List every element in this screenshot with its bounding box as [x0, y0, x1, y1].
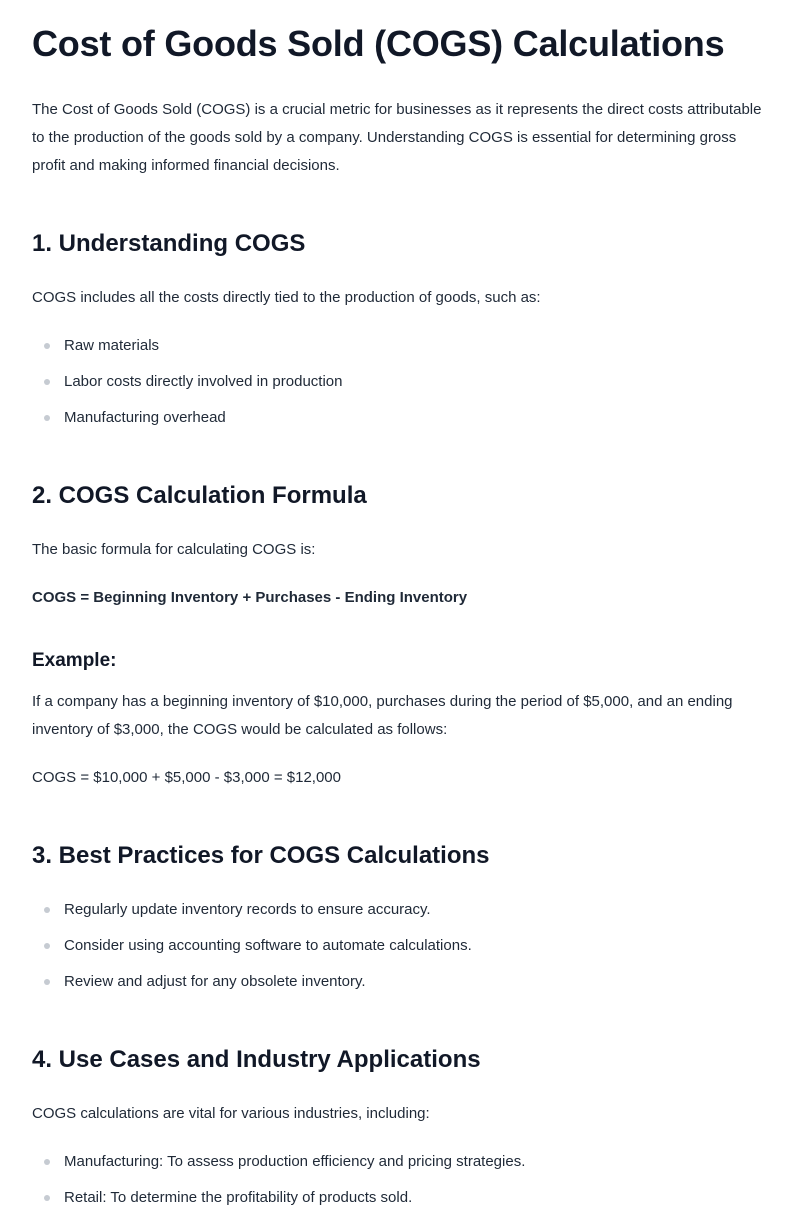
list-item: Manufacturing: To assess production efficiency and pricing strategies.: [32, 1148, 768, 1184]
example-heading: Example:: [32, 650, 117, 671]
intro-paragraph: The Cost of Goods Sold (COGS) is a crucial metric for businesses as it represents the direct costs attributable to the production of the goods sold by a company. Understanding COGS is essential for determining gross profit and making informed financial decisions.: [32, 101, 762, 174]
section-heading-use-cases: 4. Use Cases and Industry Applications: [32, 1046, 481, 1073]
best-practices-list: [32, 896, 768, 1004]
list-item: Retail: To determine the profitability of products sold.: [32, 1184, 768, 1220]
cogs-formula: COGS = Beginning Inventory + Purchases - Ending Inventory: [32, 589, 468, 606]
example-text: If a company has a beginning inventory of $10,000, purchases during the period of $5,000, and an ending inventory of $3,000, the COGS would be calculated as follows:: [32, 693, 733, 738]
list-item: Review and adjust for any obsolete inventory.: [32, 968, 768, 1004]
industry-applications-list: [32, 1148, 768, 1220]
list-item: Raw materials: [32, 332, 768, 368]
list-item: Manufacturing overhead: [32, 404, 768, 440]
cogs-components-list: [32, 332, 768, 440]
list-item: Regularly update inventory records to ensure accuracy.: [32, 896, 768, 932]
list-item: Consider using accounting software to automate calculations.: [32, 932, 768, 968]
section-heading-formula: 2. COGS Calculation Formula: [32, 482, 367, 509]
page-title: Cost of Goods Sold (COGS) Calculations: [32, 23, 725, 64]
section-heading-best-practices: 3. Best Practices for COGS Calculations: [32, 842, 490, 869]
section-heading-understanding-cogs: 1. Understanding COGS: [32, 230, 306, 257]
section-text-understanding-cogs: COGS includes all the costs directly tied to the production of goods, such as:: [32, 289, 541, 306]
section-text-use-cases: COGS calculations are vital for various industries, including:: [32, 1105, 430, 1122]
list-item: Labor costs directly involved in production: [32, 368, 768, 404]
section-text-formula: The basic formula for calculating COGS is:: [32, 541, 316, 558]
example-calculation: COGS = $10,000 + $5,000 - $3,000 = $12,000: [32, 769, 341, 786]
